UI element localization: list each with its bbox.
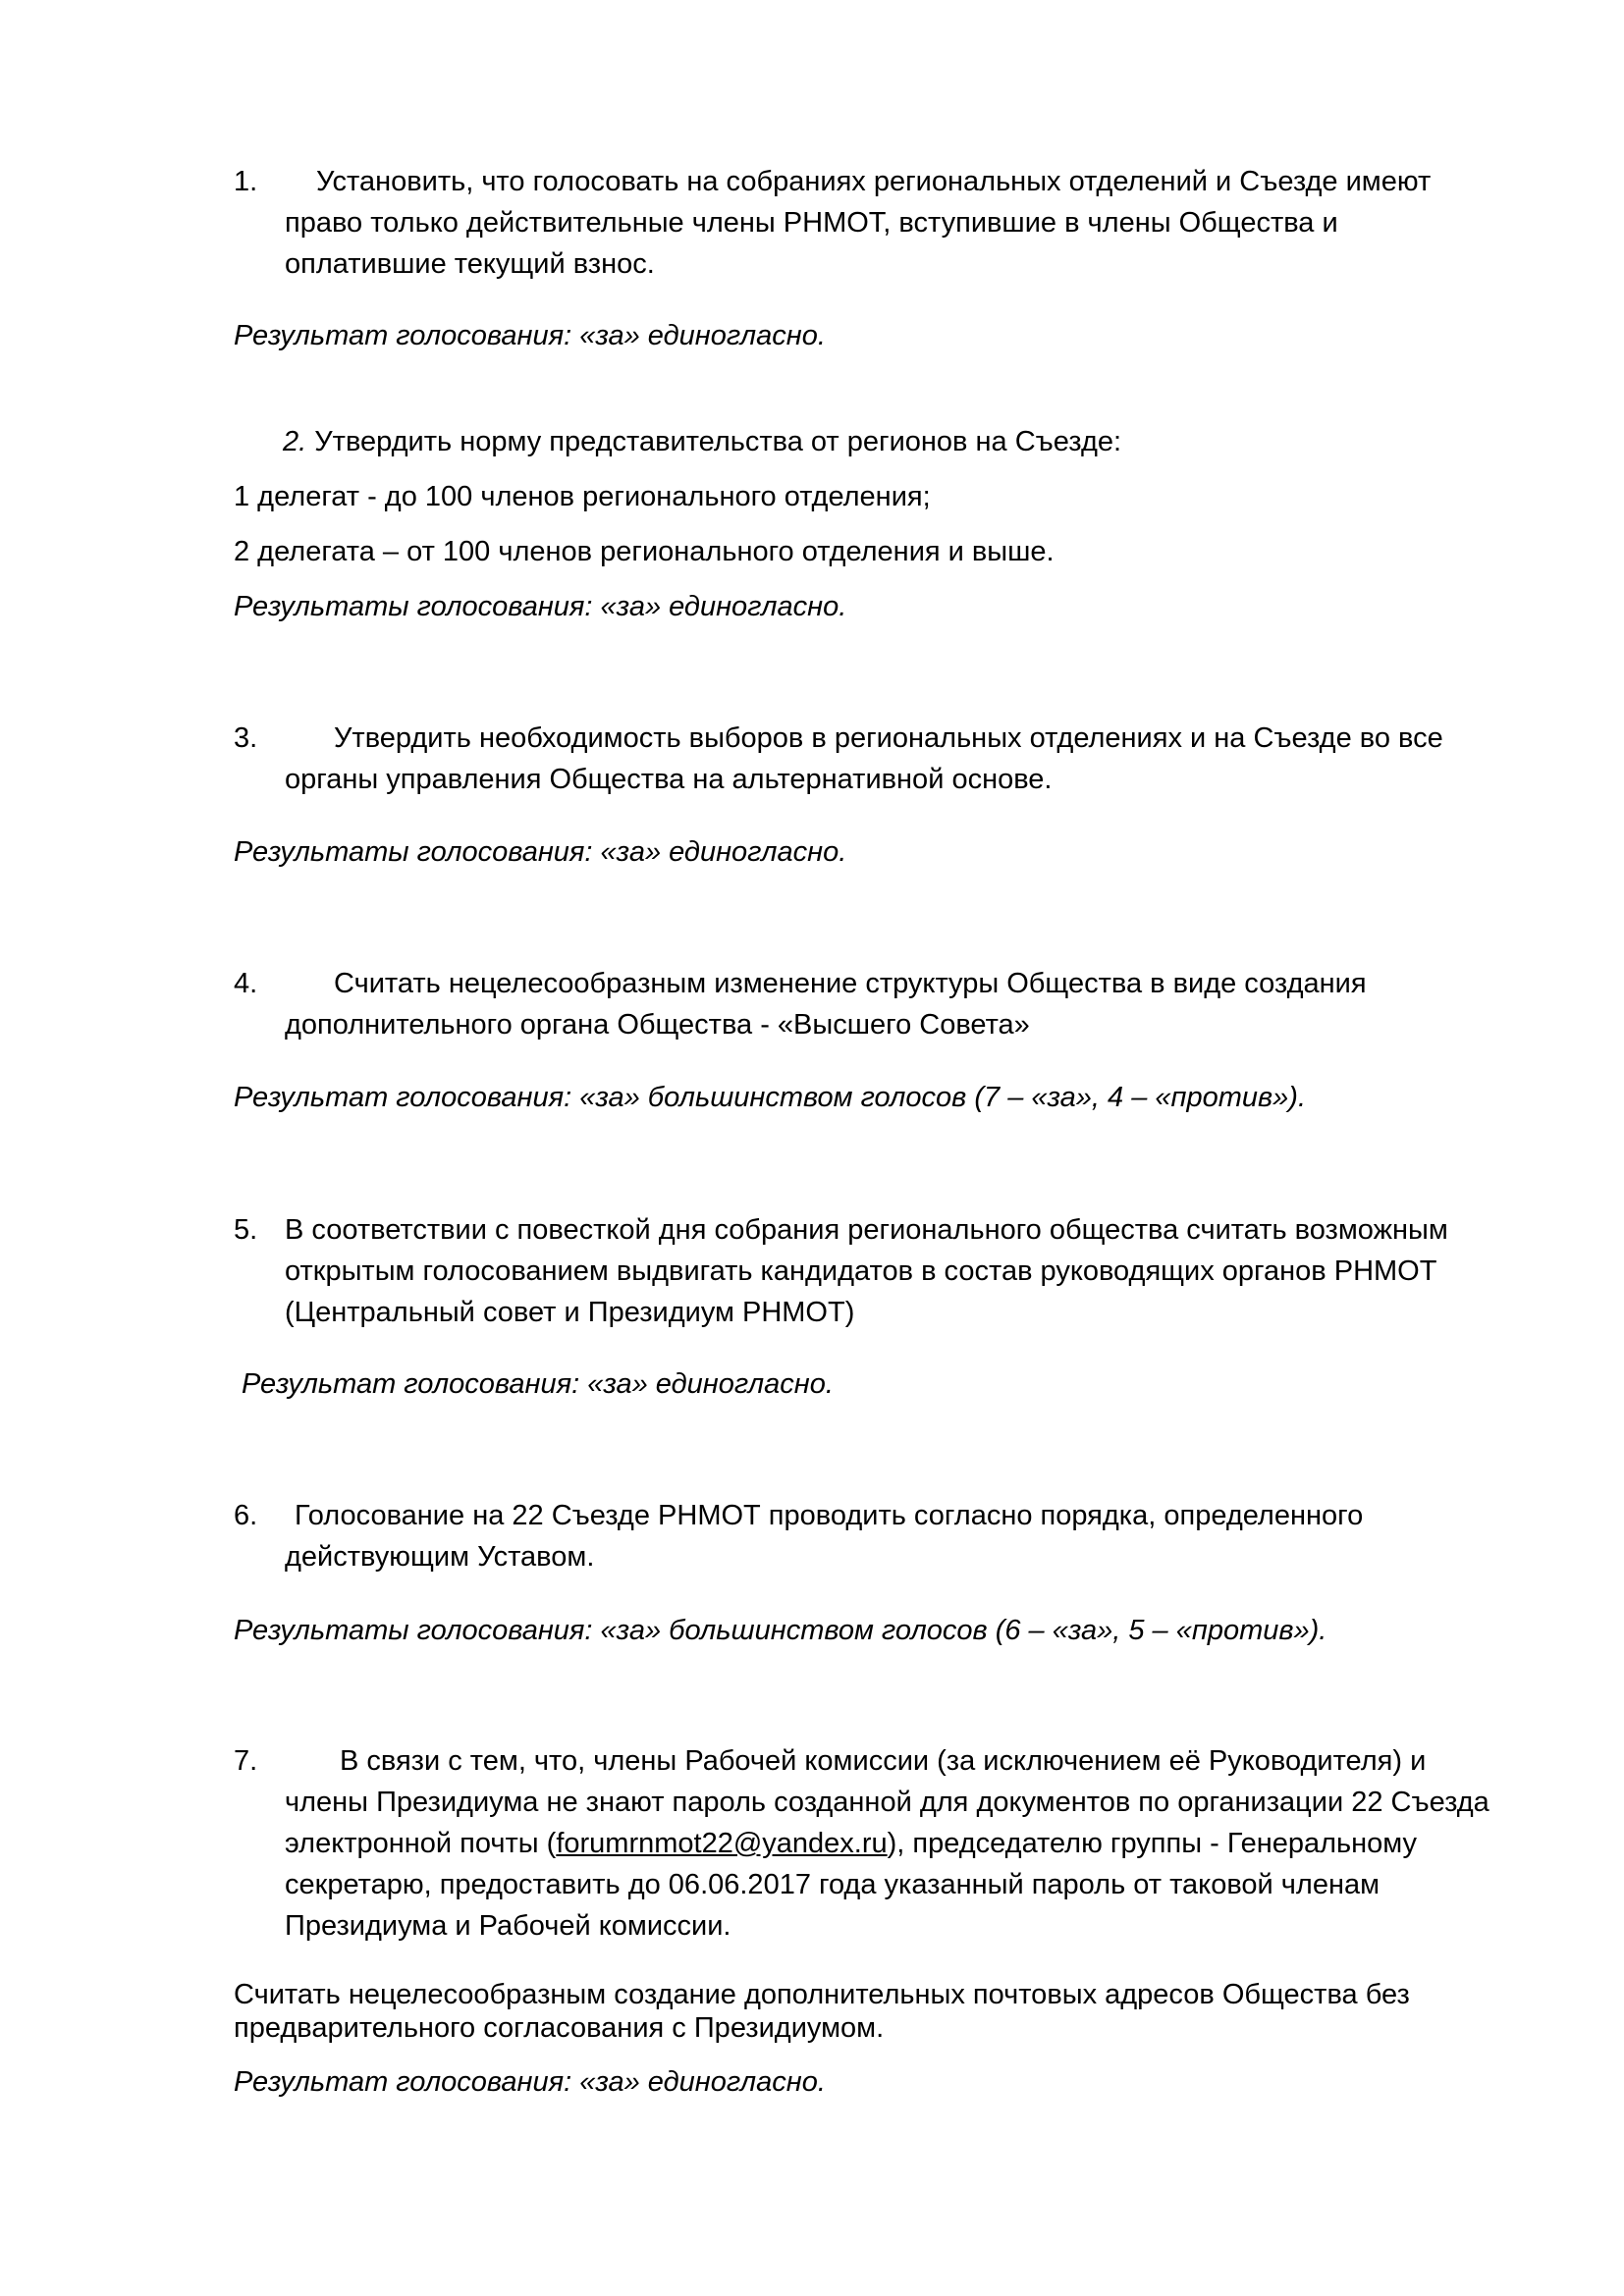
item-text-line: В соответствии с повесткой дня собрания регионального общества считать возможным bbox=[285, 1214, 1448, 1246]
delegate-norm-line: 2 делегата – от 100 членов регионального отделения и выше. bbox=[234, 536, 1055, 567]
item-number: 5. bbox=[234, 1214, 258, 1246]
vote-result-3: Результаты голосования: «за» единогласно. bbox=[234, 836, 847, 868]
resolution-item-5 bbox=[234, 1209, 1510, 1333]
item-number: 3. bbox=[234, 722, 258, 754]
item-text-line: В связи с тем, что, члены Рабочей комиссии (за исключением её Руководителя) и bbox=[340, 1745, 1427, 1777]
item-text-line: Голосование на 22 Съезде РНМОТ проводить согласно порядка, определенного bbox=[295, 1500, 1364, 1531]
vote-result-4: Результат голосования: «за» большинством голосов (7 – «за», 4 – «против»). bbox=[234, 1082, 1307, 1113]
vote-result-5: Результат голосования: «за» единогласно. bbox=[242, 1368, 834, 1400]
item-number: 4. bbox=[234, 968, 258, 999]
extra-resolution-line: предварительного согласования с Президиумом. bbox=[234, 2012, 885, 2044]
email-line-after: ), председателю группы - Генеральному bbox=[887, 1828, 1418, 1859]
resolution-item-4 bbox=[234, 963, 1510, 1045]
item-heading: Утвердить норму представительства от регионов на Съезде: bbox=[314, 426, 1122, 457]
item-text-line: оплатившие текущий взнос. bbox=[285, 248, 655, 280]
email-line bbox=[285, 1823, 1510, 1864]
item-number: 6. bbox=[234, 1500, 258, 1531]
item-text-line: открытым голосованием выдвигать кандидатов в состав руководящих органов РНМОТ bbox=[285, 1255, 1437, 1287]
resolution-item-1 bbox=[234, 161, 1510, 285]
item-text-line: право только действительные члены РНМОТ, вступившие в члены Общества и bbox=[285, 207, 1338, 239]
item-text-line: действующим Уставом. bbox=[285, 1541, 595, 1573]
item-text-line: (Центральный совет и Президиум РНМОТ) bbox=[285, 1297, 855, 1328]
item-number: 2. bbox=[283, 426, 307, 457]
item-text-line: Президиума и Рабочей комиссии. bbox=[285, 1910, 731, 1942]
delegate-norm-line: 1 делегат - до 100 членов регионального отделения; bbox=[234, 481, 931, 512]
vote-result-2: Результаты голосования: «за» единогласно. bbox=[234, 591, 847, 622]
resolution-item-7 bbox=[234, 1740, 1510, 1947]
item-number: 7. bbox=[234, 1745, 258, 1777]
item-text-line: Установить, что голосовать на собраниях региональных отделений и Съезде имеют bbox=[316, 166, 1432, 197]
email-link[interactable]: forumrnmot22@yandex.ru bbox=[556, 1828, 888, 1859]
email-line-before: электронной почты ( bbox=[285, 1828, 557, 1859]
item-text-line: секретарю, предоставить до 06.06.2017 года указанный пароль от таковой членам bbox=[285, 1869, 1380, 1900]
item-text-line: дополнительного органа Общества - «Высшего Совета» bbox=[285, 1009, 1030, 1041]
extra-resolution-line: Считать нецелесообразным создание дополнительных почтовых адресов Общества без bbox=[234, 1979, 1410, 2010]
item-text-line: Считать нецелесообразным изменение структуры Общества в виде создания bbox=[334, 968, 1367, 999]
extra-resolution bbox=[234, 1978, 1410, 2045]
vote-result-6: Результаты голосования: «за» большинством голосов (6 – «за», 5 – «против»). bbox=[234, 1615, 1327, 1646]
item-text-line: члены Президиума не знают пароль созданной для документов по организации 22 Съезда bbox=[285, 1787, 1489, 1818]
vote-result-1: Результат голосования: «за» единогласно. bbox=[234, 320, 826, 351]
item-text-line: органы управления Общества на альтернативной основе. bbox=[285, 764, 1053, 795]
resolution-item-6 bbox=[234, 1495, 1510, 1577]
item-number: 1. bbox=[234, 166, 258, 197]
vote-result-7: Результат голосования: «за» единогласно. bbox=[234, 2066, 826, 2098]
item-text-line: Утвердить необходимость выборов в региональных отделениях и на Съезде во все bbox=[334, 722, 1443, 754]
resolution-item-3 bbox=[234, 718, 1510, 800]
resolution-item-2 bbox=[283, 421, 1121, 462]
